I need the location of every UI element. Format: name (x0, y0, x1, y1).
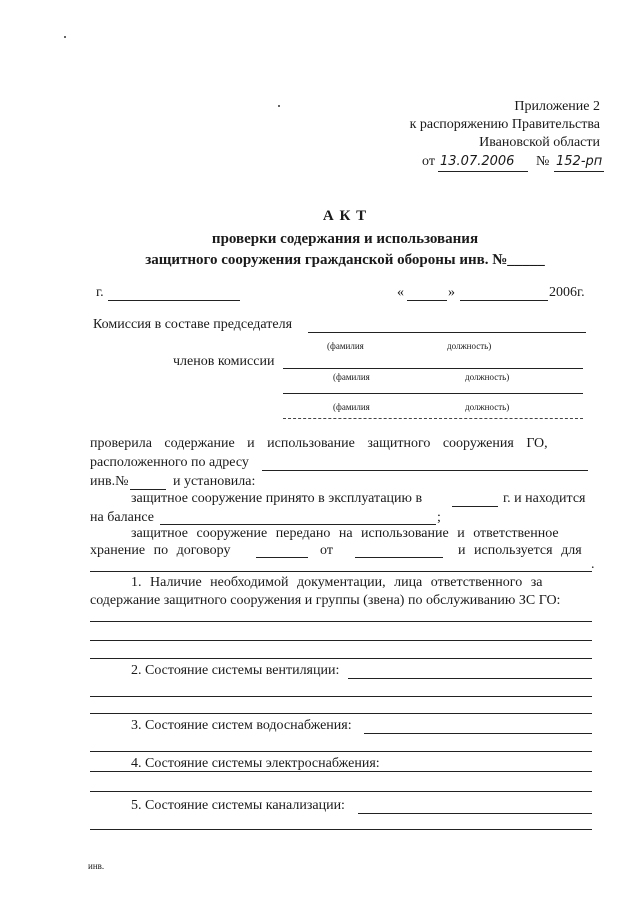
hint-position-1: должность) (447, 341, 492, 351)
commission-chairman: Комиссия в составе председателя (93, 317, 293, 332)
hint-surname-2: (фамилия (333, 372, 370, 382)
section-1-line-2: содержание защитного сооружения и группы (звена) по обслуживанию ЗС ГО: (90, 593, 561, 608)
hint-surname-3: (фамилия (333, 402, 370, 412)
transfer-line-1: защитное сооружение передано на использование и ответственное (131, 526, 559, 541)
inv-suffix: и установила: (173, 474, 256, 489)
appendix-number-prefix: № (536, 154, 550, 169)
city-prefix: г. (96, 285, 104, 300)
date-close-quote: » (448, 285, 455, 300)
hint-position-3: должность) (465, 402, 510, 412)
inv-prefix: инв.№ (90, 474, 129, 489)
body-address: расположенного по адресу (90, 455, 249, 470)
appendix-date-handwritten: 13.07.2006 (440, 154, 515, 169)
appendix-date-prefix: от (422, 154, 435, 169)
section-3: 3. Состояние систем водоснабжения: (131, 718, 352, 733)
document-title: А К Т (322, 208, 368, 224)
section-1-line-1: 1. Наличие необходимой документации, лица ответственного за (131, 575, 543, 590)
year: 2006г. (549, 285, 585, 300)
commission-year: г. и находится (503, 491, 586, 506)
section-5: 5. Состояние системы канализации: (131, 798, 345, 813)
hint-surname-1: (фамилия (327, 341, 364, 351)
transfer-line-2a: хранение по договору (90, 543, 231, 558)
appendix-line-1: Приложение 2 (514, 99, 600, 114)
appendix-line-3: Ивановской области (479, 135, 600, 150)
transfer-line-2c: и используется для (458, 543, 582, 558)
commission-paragraph: защитное сооружение принято в эксплуатацию в (131, 491, 423, 506)
end-mark: . (591, 557, 595, 572)
title-line-3: защитного сооружения гражданской обороны инв. №_____ (145, 252, 545, 268)
balance-semicolon: ; (437, 510, 441, 525)
body-checked: проверила содержание и использование защитного сооружения ГО, (90, 436, 548, 451)
speck (278, 105, 280, 107)
speck (64, 36, 66, 38)
appendix-number-handwritten: 152-рп (556, 154, 603, 169)
section-4: 4. Состояние системы электроснабжения: (131, 756, 380, 771)
footer-note: инв. (88, 861, 105, 871)
section-2: 2. Состояние системы вентиляции: (131, 663, 340, 678)
title-line-2: проверки содержания и использования (211, 231, 479, 247)
hint-position-2: должность) (465, 372, 510, 382)
commission-members: членов комиссии (173, 354, 275, 369)
transfer-line-2b: от (320, 543, 333, 558)
date-open-quote: « (397, 285, 404, 300)
appendix-line-2: к распоряжению Правительства (409, 117, 600, 132)
balance-label: на балансе (90, 510, 154, 525)
